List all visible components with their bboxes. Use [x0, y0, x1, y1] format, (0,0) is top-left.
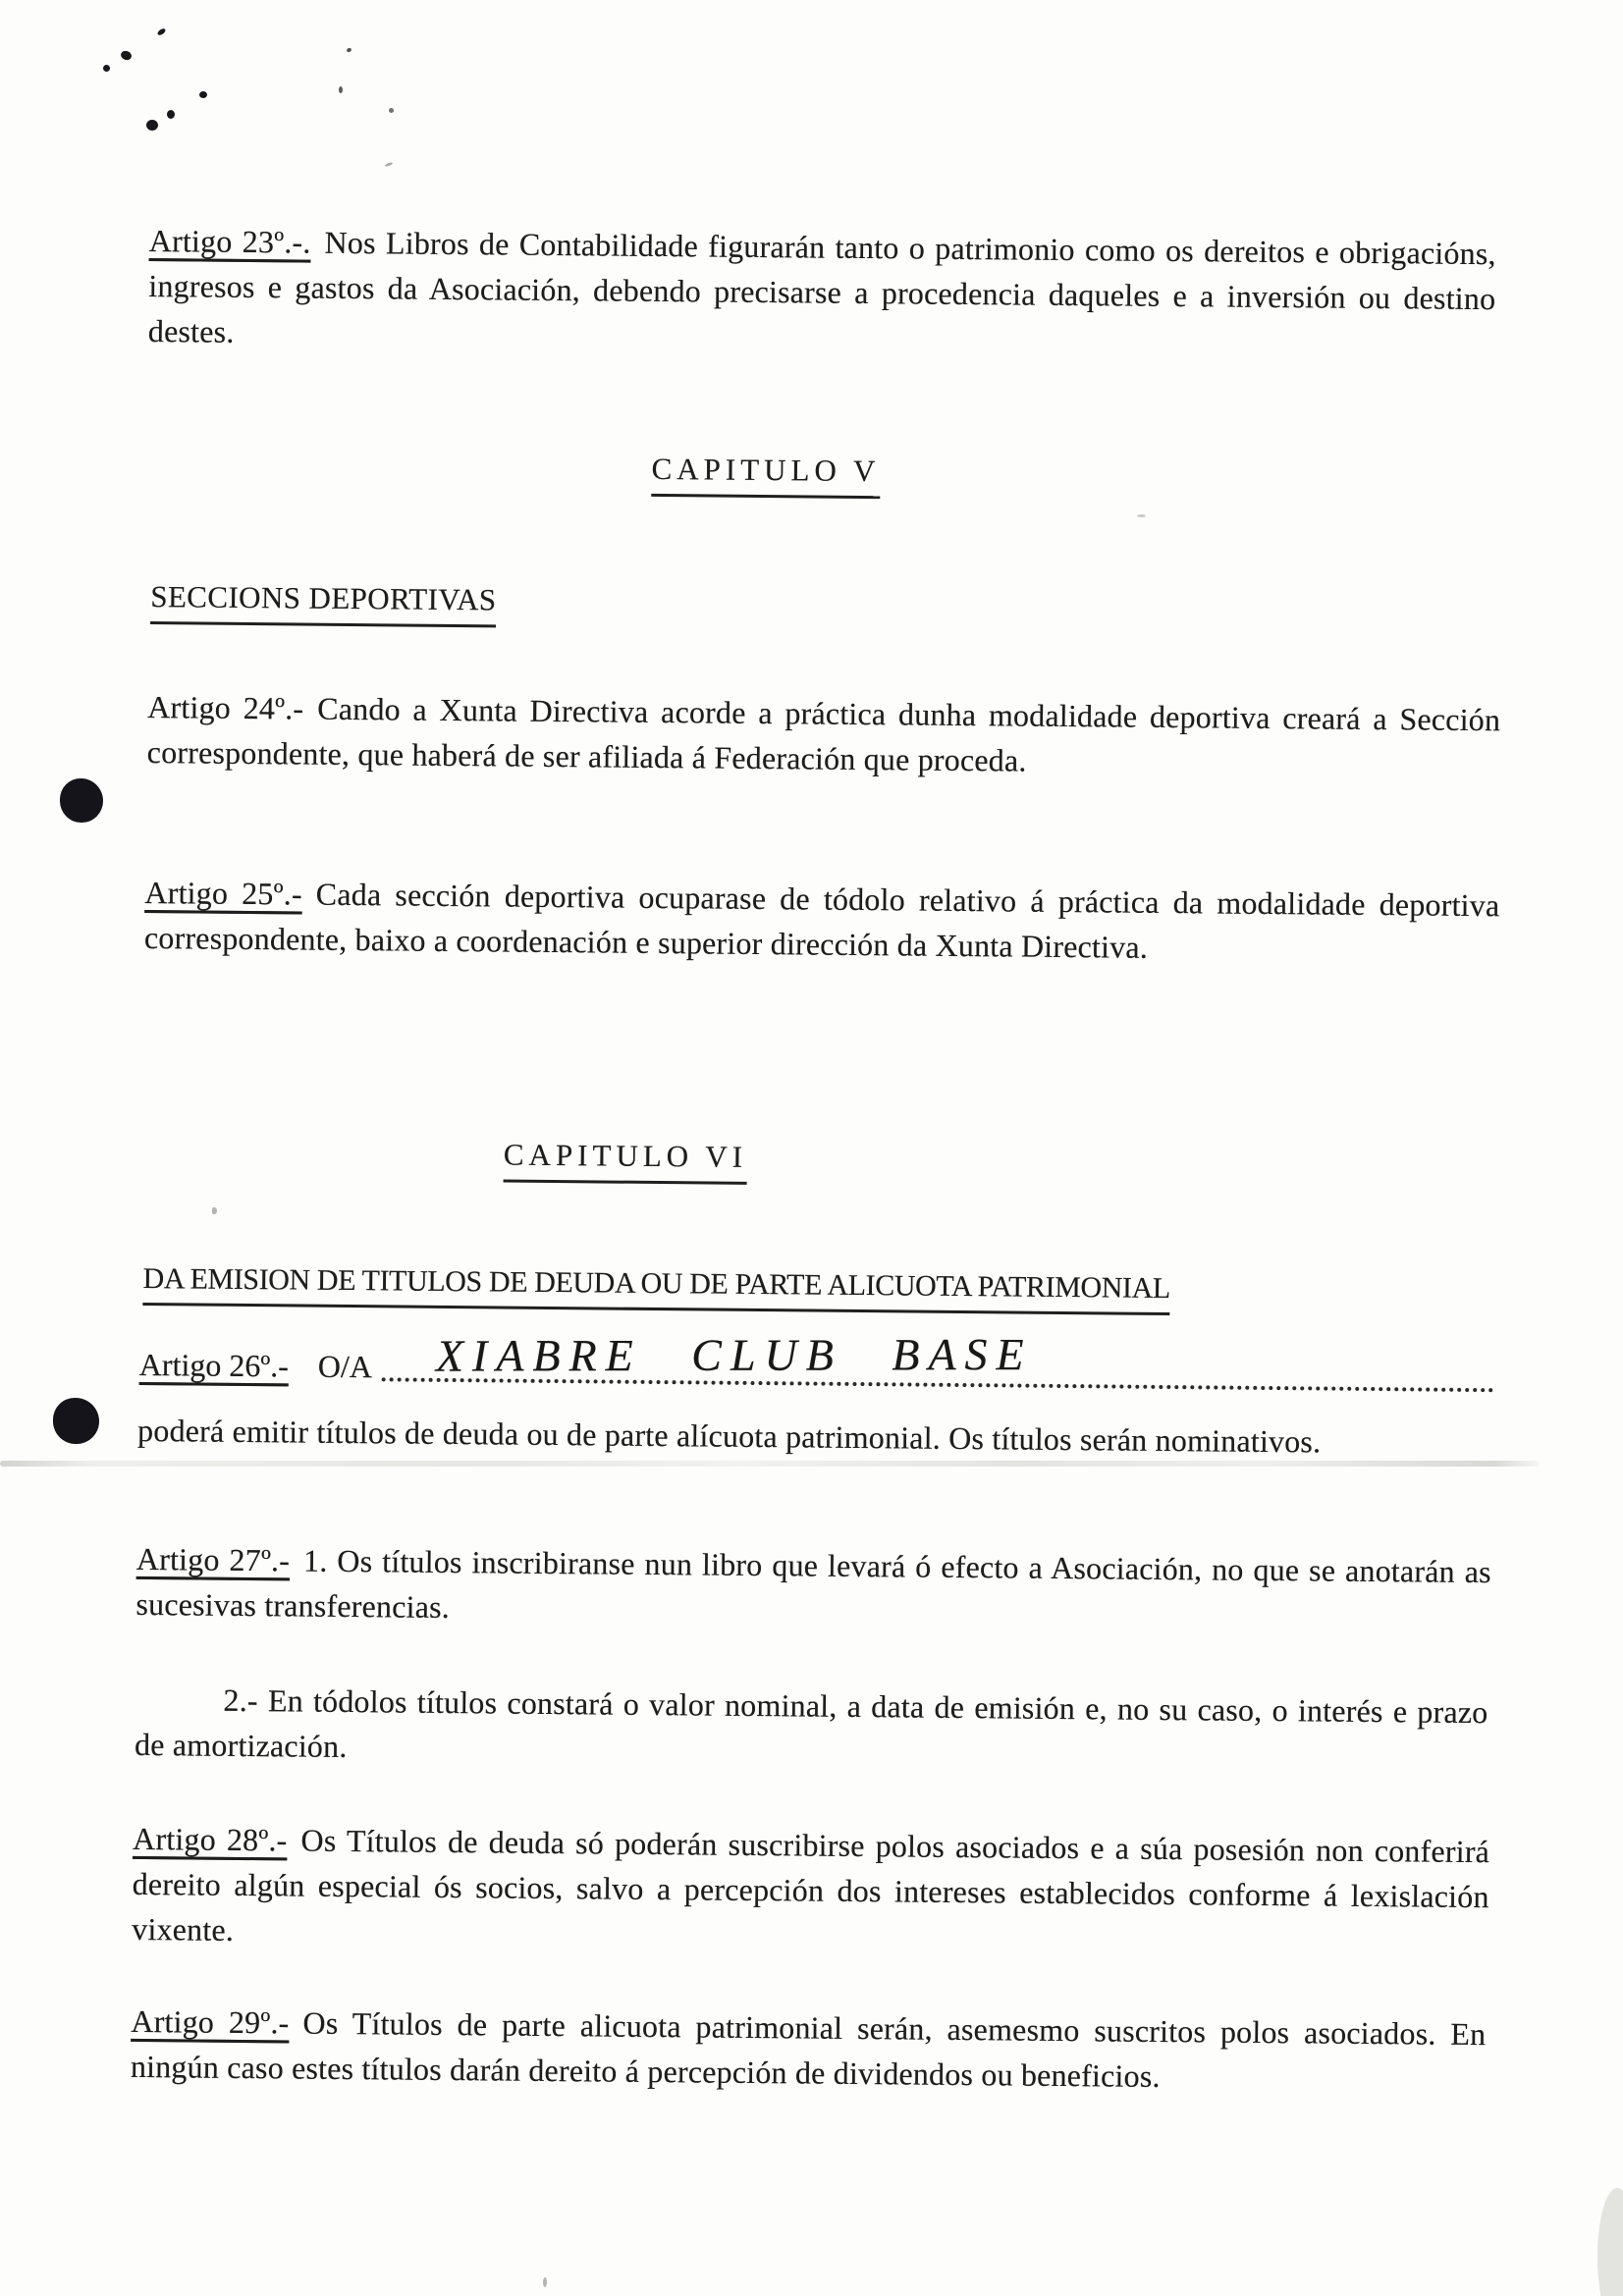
article-25-paragraph: [144, 870, 1500, 973]
article-28-label: Artigo 28º.-: [132, 1820, 288, 1858]
article-26-paragraph: [137, 1408, 1490, 1466]
article-26-fill-line: [138, 1328, 1494, 1396]
article-23-label: Artigo 23º.-.: [148, 222, 311, 260]
article-23-text: Nos Libros de Contabilidade figurarán tanto o patrimonio como os dereitos e obrigacións, ingresos e gastos da Asociación, debendo precisarse a procedencia daqueles e a inversión ou destino destes.: [147, 224, 1496, 349]
article-27-paragraph: [135, 1536, 1491, 1639]
article-23-paragraph: [148, 218, 1496, 366]
handwritten-club-name: XIABRE CLUB BASE: [436, 1328, 1033, 1381]
article-28-text: Os Títulos de deuda só poderán suscribirse polos asociados e a súa posesión non conferirá dereito algún especial ós socios, salvo a percepción dos intereses establecidos conforme á lexislación vixente.: [132, 1822, 1490, 1948]
article-27-point-2-paragraph: [135, 1677, 1488, 1780]
article-29-label: Artigo 29º.-: [131, 2002, 290, 2041]
article-25-label: Artigo 25º.-: [144, 874, 302, 912]
article-24-label: Artigo 24º.-: [147, 689, 304, 726]
article-24-paragraph: [147, 684, 1501, 787]
chapter-6-heading: CAPITULO VI: [504, 1138, 748, 1185]
article-26-oa-prefix: O/A: [317, 1348, 373, 1385]
emision-titulos-heading: DA EMISION DE TITULOS DE DEUDA OU DE PARTE ALICUOTA PATRIMONIAL: [142, 1262, 1170, 1315]
article-26-label: Artigo 26º.-: [138, 1346, 290, 1384]
article-24-text: Cando a Xunta Directiva acorde a práctica dunha modalidade deportiva creará a Sección correspondente, que haberá de ser afiliada á Federación que proceda.: [146, 690, 1501, 778]
seccions-deportivas-heading: SECCIONS DEPORTIVAS: [150, 579, 497, 627]
article-29-text: Os Títulos de parte alicuota patrimonial serán, asemesmo suscritos polos asociados. En ningún caso estes títulos darán dereito á percepción de dividendos ou beneficios.: [130, 2004, 1487, 2094]
dotted-fill-line: [382, 1328, 1494, 1392]
article-25-text: Cada sección deportiva ocuparase de tódolo relativo á práctica da modalidade deportiva correspondente, baixo a coordenación e superior dirección da Xunta Directiva.: [143, 876, 1500, 965]
chapter-5-heading: CAPITULO V: [651, 452, 880, 499]
article-27-label: Artigo 27º.-: [135, 1540, 291, 1578]
article-29-paragraph: [131, 1999, 1487, 2102]
article-28-paragraph: [132, 1816, 1489, 1964]
article-27-point-2-text: 2.- En tódolos títulos constará o valor nominal, a data de emisión e, no su caso, o interés e prazo de amortización.: [134, 1682, 1488, 1765]
article-27-text: 1. Os títulos inscribiranse nun libro que levará ó efecto a Asociación, no que se anotarán as sucesivas transferencias.: [135, 1542, 1491, 1626]
article-26-text: poderá emitir títulos de deuda ou de parte alícuota patrimonial. Os títulos serán nominativos.: [136, 1412, 1322, 1460]
